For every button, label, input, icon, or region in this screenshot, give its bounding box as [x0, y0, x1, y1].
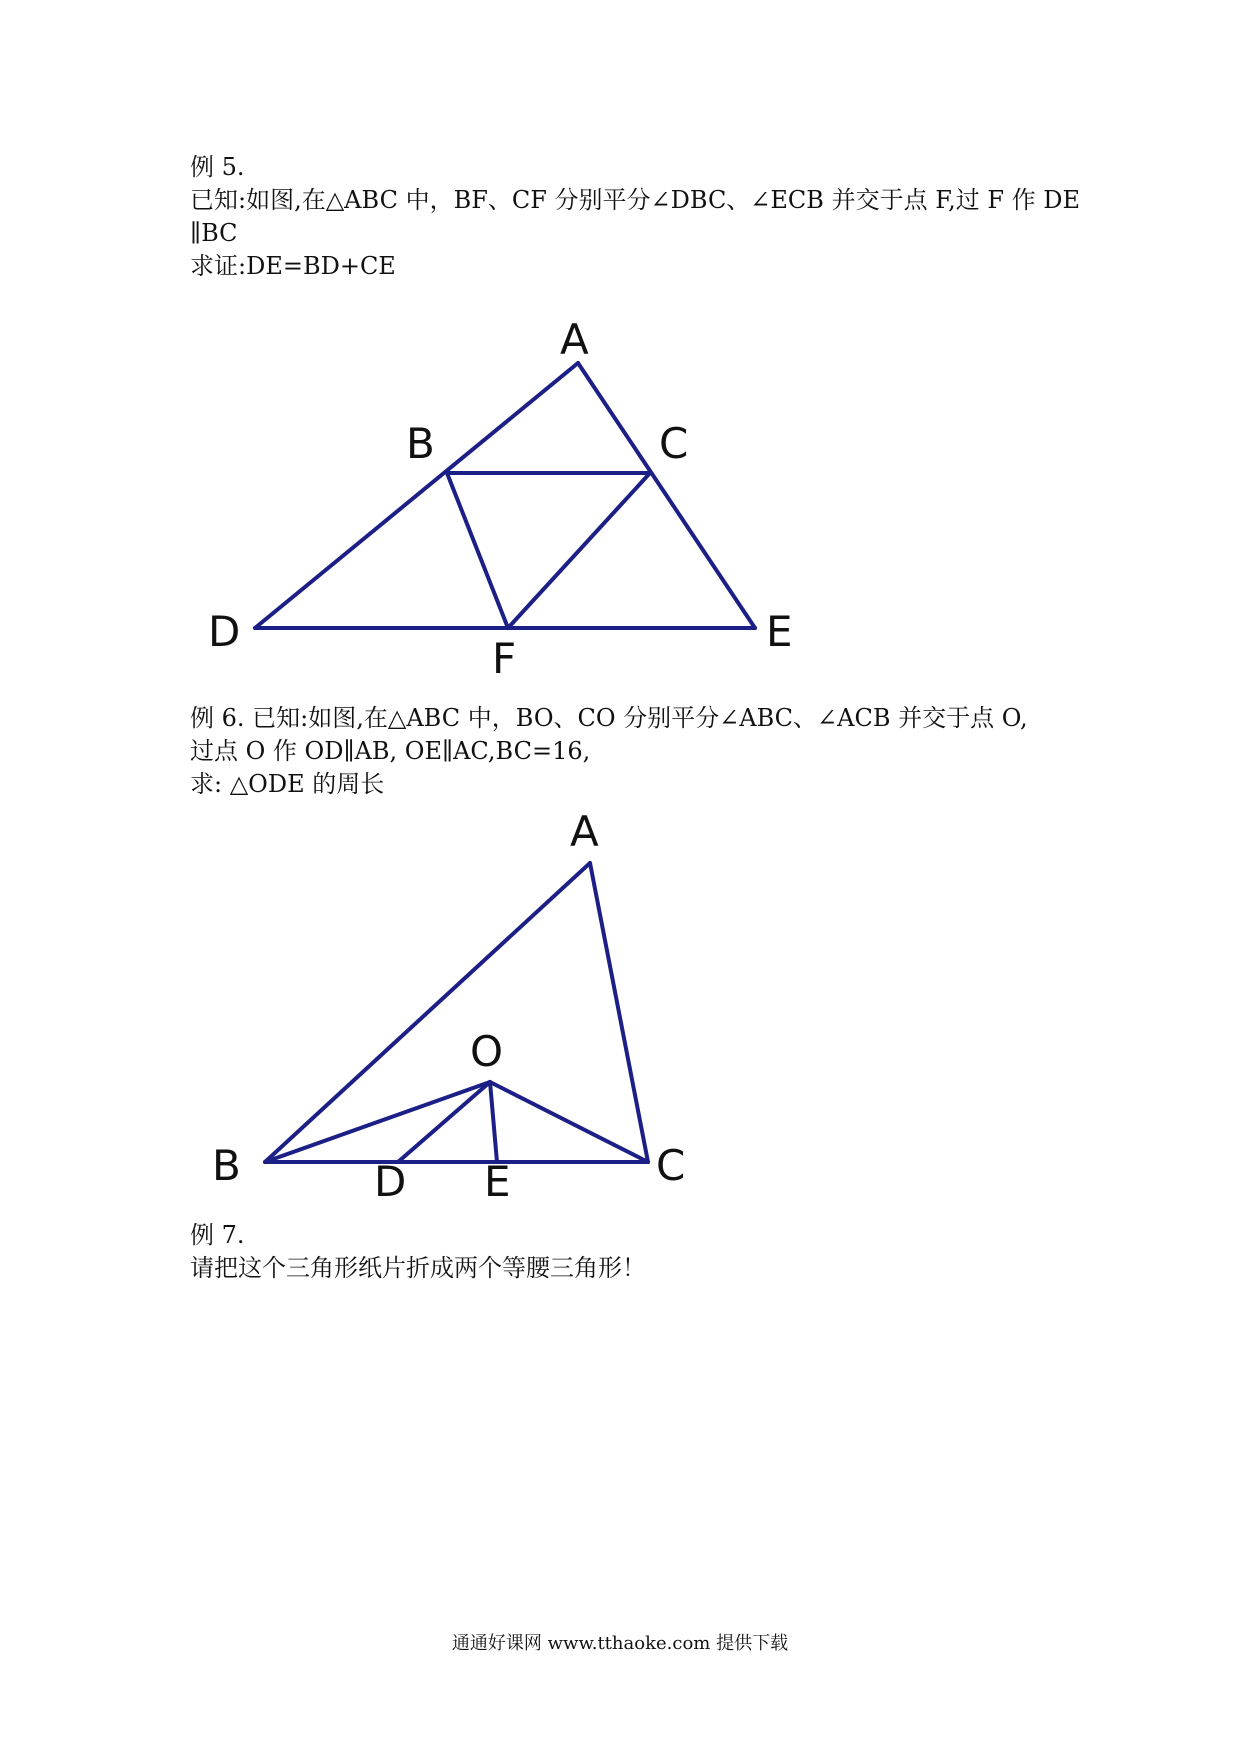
label-O: O [470, 1027, 504, 1076]
label-E: E [766, 607, 793, 656]
example6-line3: 求: △ODE 的周长 [190, 770, 385, 798]
segment-CO [490, 1082, 648, 1162]
segment-OD [398, 1082, 490, 1162]
label-A: A [570, 807, 599, 856]
label-E: E [484, 1157, 511, 1206]
example7-heading: 例 7. [190, 1221, 245, 1249]
segment-AD [255, 363, 578, 628]
label-B: B [212, 1141, 241, 1190]
label-F: F [492, 634, 517, 683]
segment-AC [590, 863, 648, 1162]
segment-BO [265, 1082, 490, 1162]
example6-figure [0, 800, 1240, 1206]
segment-OE [490, 1082, 497, 1162]
segment-BF [447, 473, 508, 628]
example7-text: 请把这个三角形纸片折成两个等腰三角形！ [190, 1254, 646, 1282]
label-A: A [560, 315, 589, 364]
label-D: D [208, 607, 241, 656]
segment-AB [265, 863, 590, 1162]
example6-line2: 过点 O 作 OD∥AB, OE∥AC,BC=16, [190, 737, 591, 765]
example5-figure [0, 315, 1240, 683]
segment-CF [508, 473, 650, 628]
example5-given-line2: ∥BC [190, 219, 238, 247]
example6-line1: 例 6. 已知:如图,在△ABC 中，BO、CO 分别平分∠ABC、∠ACB 并交于点 O, [190, 704, 1028, 732]
page-footer: 通通好课网 www.tthaoke.com 提供下载 [451, 1633, 789, 1654]
label-D: D [374, 1157, 407, 1206]
example5-given-line1: 已知:如图,在△ABC 中，BF、CF 分别平分∠DBC、∠ECB 并交于点 F,过 F 作 DE [190, 186, 1081, 214]
example5-prove: 求证:DE=BD+CE [190, 252, 396, 280]
label-C: C [659, 419, 689, 468]
label-B: B [406, 419, 435, 468]
segment-AE [578, 363, 755, 628]
example5-heading: 例 5. [190, 153, 245, 181]
label-C: C [656, 1141, 686, 1190]
